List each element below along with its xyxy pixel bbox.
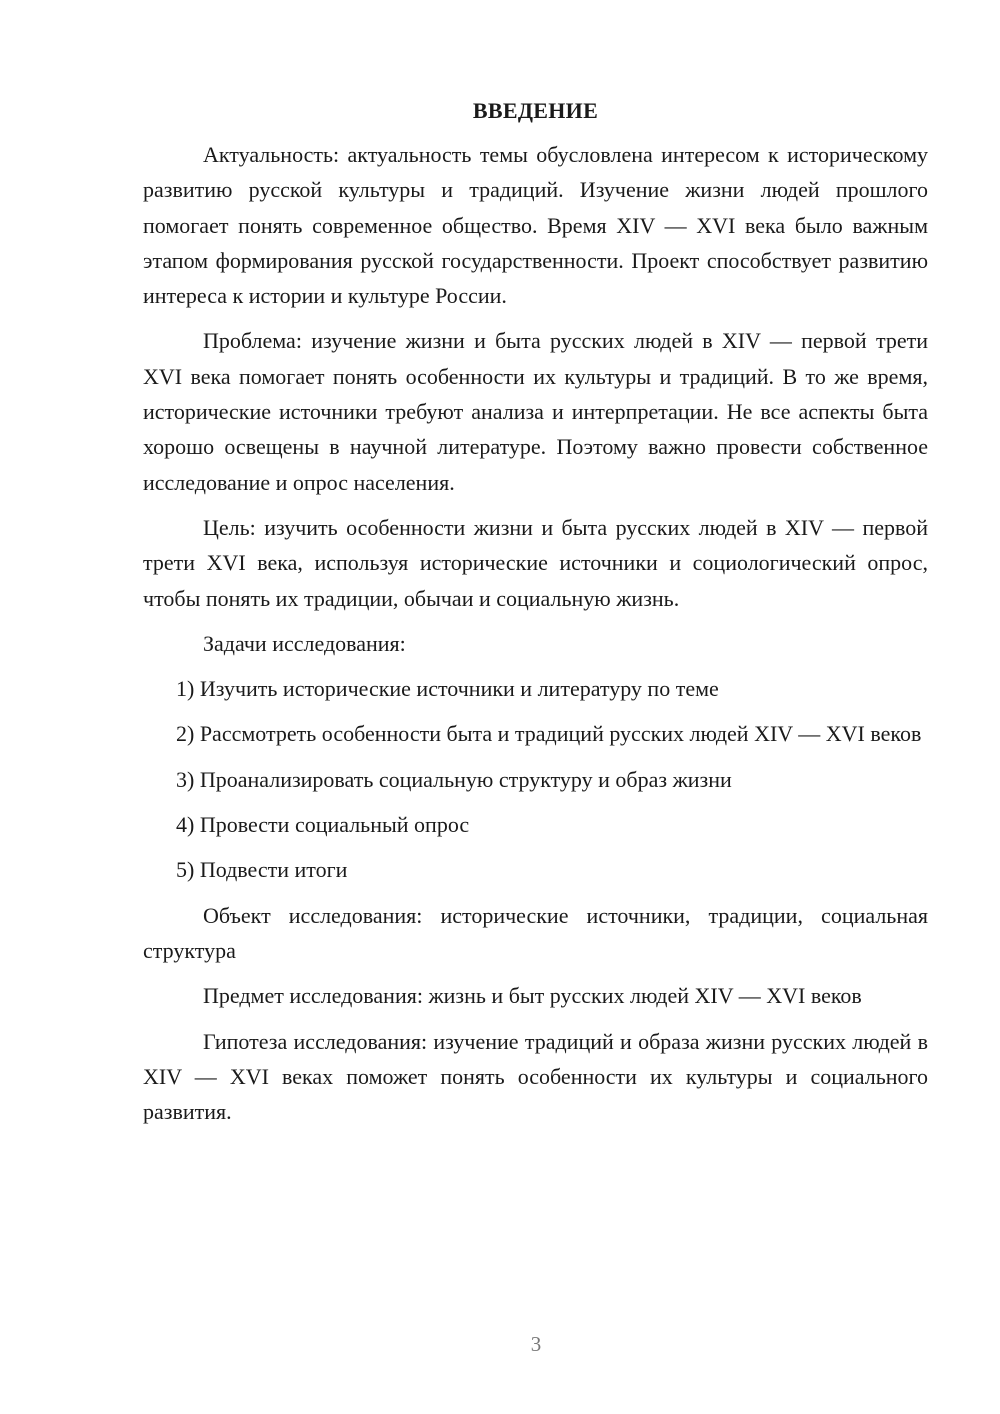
page-number: 3 <box>530 1332 542 1356</box>
tasks-heading: Задачи исследования: <box>203 630 406 656</box>
paragraph-goal: Цель: изучить особенности жизни и быта русских людей в XIV — первой трети XVI века, используя исторические источники и социологический опрос, чтобы понять их традиции, обычаи и социальную жизнь. <box>143 514 928 611</box>
task-item-4: 4) Провести социальный опрос <box>176 812 470 838</box>
task-item-5: 5) Подвести итоги <box>176 857 348 883</box>
task-item-3: 3) Проанализировать социальную структуру и образ жизни <box>176 766 732 792</box>
paragraph-hypothesis: Гипотеза исследования: изучение традиций и образа жизни русских людей в XIV — XVI веках поможет понять особенности их культуры и социального развития. <box>143 1028 928 1125</box>
task-item-1: 1) Изучить исторические источники и литературу по теме <box>176 676 719 702</box>
section-title: ВВЕДЕНИЕ <box>472 98 599 123</box>
paragraph-subject: Предмет исследования: жизнь и быт русских людей XIV — XVI веков <box>203 983 862 1009</box>
paragraph-relevance: Актуальность: актуальность темы обусловлена интересом к историческому развитию русской культуры и традиций. Изучение жизни людей прошлого помогает понять современное общество. Время XIV — XVI века было важным этапом формирования русской государственности. Проект способствует развитию интереса к истории и культуре России. <box>143 142 928 309</box>
page-body <box>143 94 928 1139</box>
task-item-2: 2) Рассмотреть особенности быта и традиций русских людей XIV — XVI веков <box>176 721 922 747</box>
paragraph-problem: Проблема: изучение жизни и быта русских людей в XIV — первой трети XVI века помогает понять особенности их культуры и традиций. В то же время, исторические источники требуют анализа и интерпретации. Не все аспекты быта хорошо освещены в научной литературе. Поэтому важно провести собственное исследование и опрос населения. <box>143 328 928 495</box>
paragraph-object: Объект исследования: исторические источники, традиции, социальная структура <box>143 902 928 963</box>
tasks-list <box>143 671 928 887</box>
